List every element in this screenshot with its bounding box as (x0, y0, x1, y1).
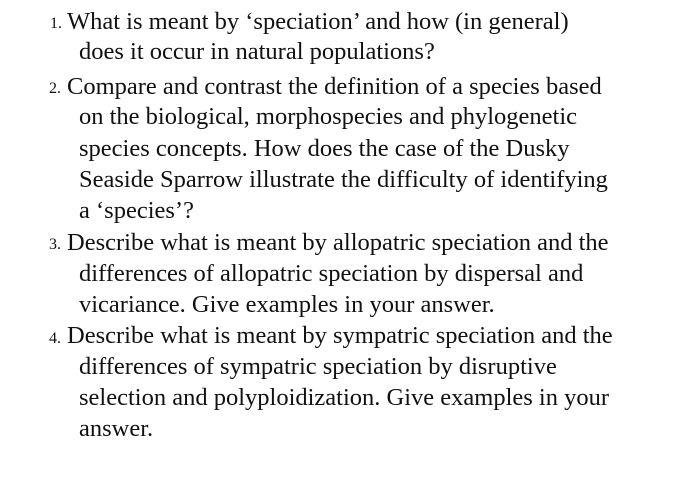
question-number: 1. (50, 15, 62, 32)
question-number: 3. (49, 236, 61, 253)
question-number: 4. (49, 330, 61, 347)
question-number: 2. (49, 80, 61, 97)
question-text-line: Seaside Sparrow illustrate the difficulty of identifying (79, 166, 608, 193)
question-text-line: Describe what is meant by sympatric speciation and the (67, 322, 613, 349)
question-text-line: Compare and contrast the definition of a species based (67, 73, 602, 100)
question-text-line: Describe what is meant by allopatric speciation and the (67, 229, 609, 256)
question-text-line: does it occur in natural populations? (79, 38, 435, 65)
question-text-line: differences of allopatric speciation by dispersal and (79, 260, 584, 287)
question-text-line: vicariance. Give examples in your answer. (79, 291, 495, 318)
question-text-line: on the biological, morphospecies and phylogenetic (79, 103, 578, 130)
question-text-line: species concepts. How does the case of the Dusky (79, 135, 570, 162)
question-text-line: differences of sympatric speciation by disruptive (79, 353, 557, 380)
question-text-line: What is meant by ‘speciation’ and how (in general) (67, 8, 569, 35)
question-text-line: selection and polyploidization. Give examples in your (79, 384, 610, 411)
question-text-line: a ‘species’? (79, 197, 194, 224)
question-text-line: answer. (79, 415, 154, 442)
